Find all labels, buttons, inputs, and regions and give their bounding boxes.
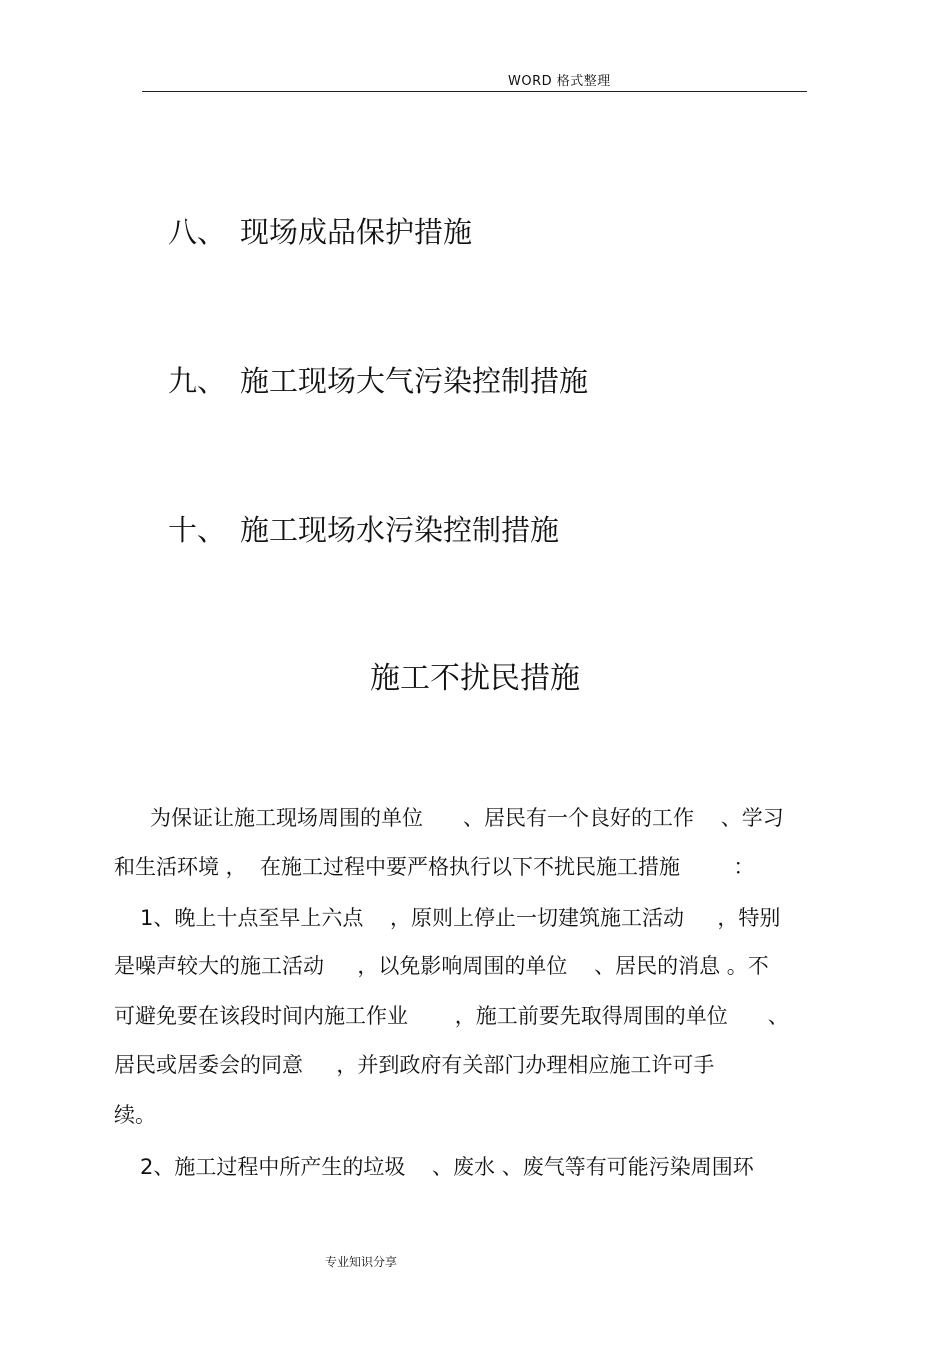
heading-text: 施工现场大气污染控制措施 <box>240 364 589 398</box>
body-line: 和生活环境 ， 在施工过程中要严格执行以下不扰民施工措施 ： <box>114 855 755 879</box>
heading-number: 九、 <box>168 364 227 398</box>
body-line: 为保证让施工现场周围的单位 、居民有一个良好的工作 、学习 <box>150 806 784 830</box>
heading-section-10 <box>168 513 560 547</box>
heading-number: 八、 <box>168 215 227 249</box>
heading-number: 十、 <box>168 513 227 547</box>
body-line: 续。 <box>114 1103 156 1127</box>
heading-text: 现场成品保护措施 <box>240 215 473 249</box>
body-line: 1、晚上十点至早上六点 ，原则上停止一切建筑施工活动 ，特别 <box>140 906 781 930</box>
header-divider <box>142 91 807 92</box>
page-footer: 专业知识分享 <box>325 1255 398 1269</box>
body-line: 居民或居委会的同意 ，并到政府有关部门办理相应施工许可手 <box>114 1053 715 1077</box>
section-title: 施工不扰民措施 <box>370 661 580 696</box>
heading-text: 施工现场水污染控制措施 <box>240 513 560 547</box>
heading-section-8 <box>168 215 473 249</box>
body-line: 2、施工过程中所产生的垃圾 、废水 、废气等有可能污染周围环 <box>140 1155 754 1179</box>
body-line: 可避免要在该段时间内施工作业 ，施工前要先取得周围的单位 、 <box>114 1004 789 1028</box>
body-line: 是噪声较大的施工活动 ，以免影响周围的单位 、居民的消息 。不 <box>114 954 769 978</box>
header-title: WORD 格式整理 <box>508 74 611 89</box>
heading-section-9 <box>168 364 589 398</box>
